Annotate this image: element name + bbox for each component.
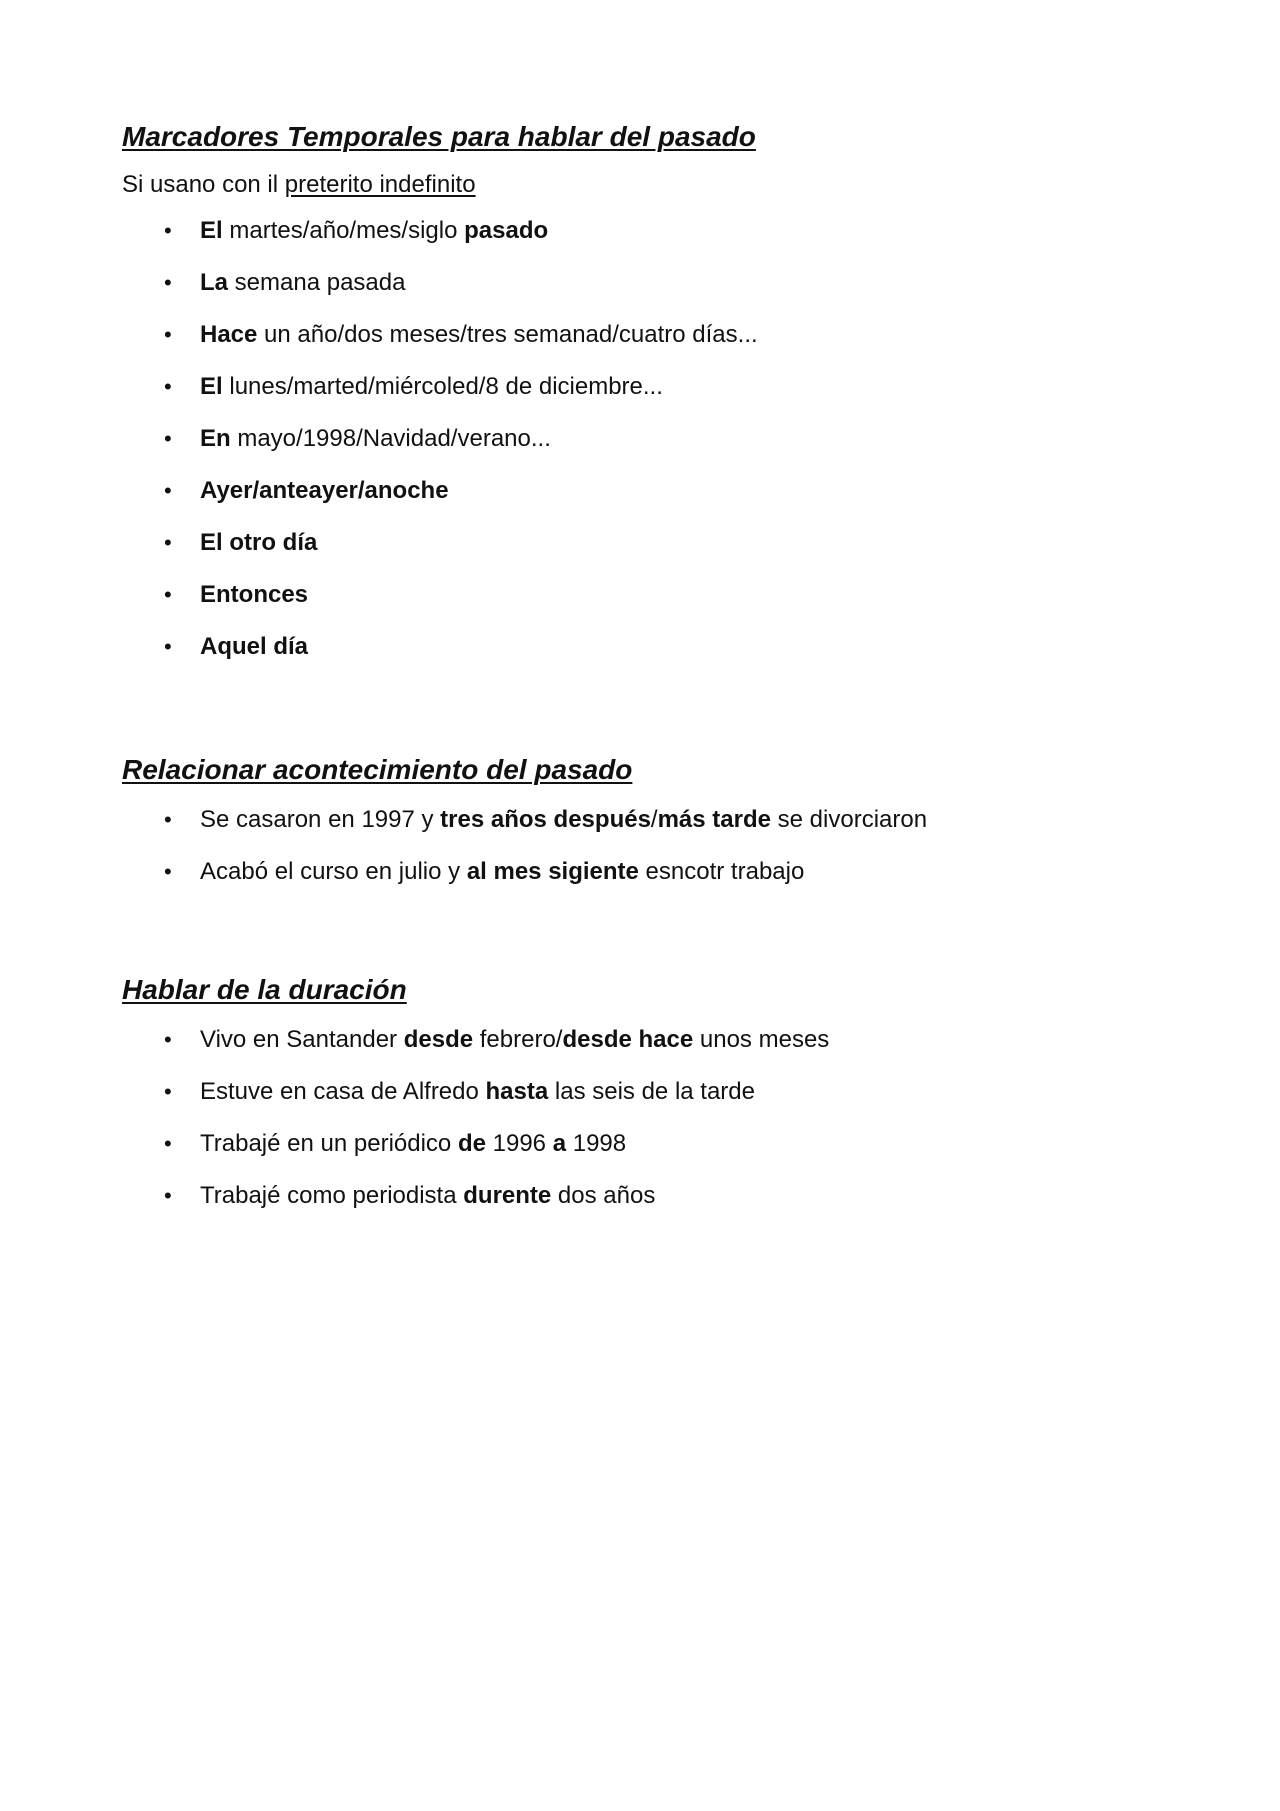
list-item (122, 632, 1172, 662)
intro-underlined-term: preterito indefinito (284, 171, 476, 198)
item-text: / (650, 806, 658, 833)
section-intro (122, 170, 1172, 200)
bold-term: El otro día (200, 529, 318, 556)
item-text: esncotr trabajo (638, 858, 805, 885)
list-item (122, 1025, 1172, 1055)
bullet-icon: • (164, 218, 172, 243)
bullet-icon: • (164, 1131, 172, 1156)
item-text: Trabajé como periodista (200, 1182, 464, 1209)
section-relacionar-acontecimiento (122, 753, 1172, 909)
list-item (122, 528, 1172, 558)
item-text: unos meses (693, 1026, 830, 1053)
list-item (122, 476, 1172, 506)
item-text: 1996 (485, 1130, 553, 1157)
item-text: Estuve en casa de Alfredo (200, 1078, 486, 1105)
item-text: Vivo en Santander (200, 1026, 404, 1053)
list-item (122, 805, 1172, 835)
item-text: Trabajé en un periódico (200, 1130, 458, 1157)
bullet-icon: • (164, 270, 172, 295)
bold-term: Hace (200, 321, 258, 348)
bullet-icon: • (164, 1183, 172, 1208)
item-text: semana pasada (228, 269, 406, 296)
section-marcadores-temporales (122, 120, 1172, 684)
bullet-icon: • (164, 1079, 172, 1104)
section-hablar-duracion (122, 973, 1172, 1233)
bold-term: El (200, 217, 223, 244)
section-heading: Hablar de la duración (122, 974, 407, 1005)
bold-term: de (457, 1130, 486, 1157)
bold-term: Ayer/anteayer/anoche (200, 477, 449, 504)
bullet-icon: • (164, 530, 172, 555)
bold-term: Aquel día (200, 633, 309, 660)
bold-term: El (200, 373, 223, 400)
section-heading: Marcadores Temporales para hablar del pasado (122, 121, 756, 152)
item-text: un año/dos meses/tres semanad/cuatro días... (257, 321, 758, 348)
item-text: martes/año/mes/siglo (222, 217, 465, 244)
item-text: las seis de la tarde (548, 1078, 755, 1105)
bullet-icon: • (164, 582, 172, 607)
list-item (122, 1181, 1172, 1211)
list-item (122, 857, 1172, 887)
item-text: mayo/1998/Navidad/verano... (230, 425, 551, 452)
list-item (122, 320, 1172, 350)
relation-list (122, 805, 1172, 887)
item-text: Se casaron en 1997 y (200, 806, 441, 833)
item-text: se divorciaron (770, 806, 928, 833)
intro-text: Si usano con il (122, 171, 285, 198)
bold-term: a (552, 1130, 567, 1157)
bold-term: al mes sigiente (466, 858, 639, 885)
bullet-icon: • (164, 478, 172, 503)
list-item (122, 216, 1172, 246)
bullet-icon: • (164, 859, 172, 884)
list-item (122, 580, 1172, 610)
bold-term: pasado (464, 217, 549, 244)
list-item (122, 1129, 1172, 1159)
bullet-icon: • (164, 634, 172, 659)
bullet-icon: • (164, 374, 172, 399)
list-item (122, 268, 1172, 298)
bold-term: más tarde (657, 806, 771, 833)
item-text: lunes/marted/miércoled/8 de diciembre... (222, 373, 663, 400)
bold-term: La (200, 269, 229, 296)
bold-term: En (200, 425, 231, 452)
duration-list (122, 1025, 1172, 1211)
bold-term: desde hace (562, 1026, 694, 1053)
list-item (122, 424, 1172, 454)
bullet-icon: • (164, 426, 172, 451)
bullet-icon: • (164, 322, 172, 347)
bold-term: hasta (485, 1078, 549, 1105)
bold-term: tres años después (440, 806, 651, 833)
item-text: 1998 (566, 1130, 627, 1157)
bullet-icon: • (164, 1027, 172, 1052)
bold-term: durente (463, 1182, 552, 1209)
list-item (122, 1077, 1172, 1107)
bullet-icon: • (164, 807, 172, 832)
bold-term: Entonces (200, 581, 309, 608)
list-item (122, 372, 1172, 402)
section-heading: Relacionar acontecimiento del pasado (122, 754, 633, 785)
bold-term: desde (403, 1026, 474, 1053)
marker-list (122, 216, 1172, 662)
item-text: Acabó el curso en julio y (200, 858, 467, 885)
item-text: febrero/ (473, 1026, 563, 1053)
item-text: dos años (551, 1182, 656, 1209)
